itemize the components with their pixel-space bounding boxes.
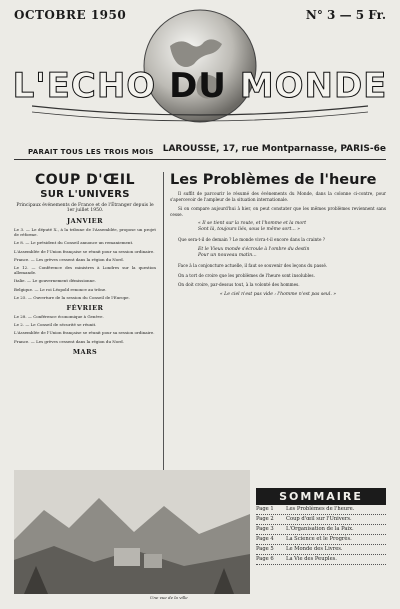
- event-item: Belgique. — Le roi Léopold renonce au trône.: [14, 286, 107, 292]
- event-item: Le 28. — Conférence économique à Genève.: [14, 314, 104, 320]
- publisher: LAROUSSE, 17, rue Montparnasse, PARIS-6e: [162, 144, 386, 154]
- toc-page: Page 1: [256, 506, 274, 512]
- verse-line: Sont là, toujours liés, sous le même sort... »: [198, 227, 300, 233]
- toc-row[interactable]: [256, 545, 386, 555]
- masthead-ribbon: [32, 104, 368, 122]
- month-heading: JANVIER: [67, 217, 103, 225]
- event-item: Le 25. — Ouverture de la session du Conseil de l'Europe.: [14, 294, 130, 300]
- photo-caption: Une vue de la ville: [150, 595, 188, 600]
- event-item: Le 3. — Le député X., à la tribune de l'Assemblée, propose un projet de réforme.: [14, 227, 156, 238]
- toc-row[interactable]: [256, 515, 386, 525]
- verse-line: Pour un nouveau matin...: [198, 252, 257, 258]
- event-item: Le 2. — Le Conseil de sécurité se réunit.: [14, 322, 97, 328]
- toc-text: L'Organisation de la Paix.: [286, 526, 354, 532]
- event-item: France. — Les grèves cessent dans la région du Nord.: [14, 256, 124, 262]
- edition-date: OCTOBRE 1950: [14, 8, 127, 22]
- toc-page: Page 4: [256, 536, 274, 542]
- landscape-photo: [14, 470, 250, 594]
- article-paragraph: On doit croire, par-dessus tout, à la volonté des hommes.: [178, 282, 300, 288]
- verse-line: « Il se tient sur la route, et l'homme et la mort: [198, 221, 307, 227]
- article-paragraph: Si on compare aujourd'hui à hier, on peut constater que les mêmes problèmes reviennent sans cesse.: [170, 206, 386, 217]
- left-column: [14, 172, 156, 358]
- event-item: Le 12. — Conférence des ministres à Londres sur la question allemande.: [14, 265, 156, 276]
- verse-line: Et le Vieux monde s'écroule à l'ombre du destin: [198, 246, 310, 252]
- event-item: L'Assemblée de l'Union française se réunit pour sa session ordinaire.: [14, 330, 155, 336]
- masthead-title-mid: DU: [169, 66, 227, 106]
- article-paragraph: Face à la conjoncture actuelle, il faut se souvenir des leçons du passé.: [178, 262, 328, 268]
- article-title: Les Problèmes de l'heure: [170, 172, 377, 188]
- article-paragraph: Il suffit de parcourir le résumé des événements du Monde, dans la colonne ci-contre, pour s'apercevoir de l'ampleur de la situation internationale.: [170, 191, 386, 202]
- event-item: France. — Les grèves cessent dans la région du Nord.: [14, 338, 124, 344]
- event-item: L'Assemblée de l'Union française se réunit pour sa session ordinaire.: [14, 248, 155, 254]
- toc-page: Page 6: [256, 556, 274, 562]
- article-paragraph: Que sera-t-il de demain ? Le monde vivra-t-il encore dans la crainte ?: [178, 237, 325, 243]
- article-paragraph: On a tort de croire que les problèmes de l'heure sont insolubles.: [178, 272, 315, 278]
- right-column: [170, 172, 386, 297]
- toc-text: Coup d'œil sur l'Univers.: [286, 516, 352, 522]
- toc-row[interactable]: [256, 505, 386, 515]
- toc-page: Page 5: [256, 546, 274, 552]
- toc-text: Le Monde des Livres.: [286, 546, 343, 552]
- masthead-rule: [14, 159, 386, 160]
- masthead-title-right: MONDE: [239, 66, 388, 106]
- article-verse-2: [198, 247, 386, 259]
- tagline: PARAIT TOUS LES TROIS MOIS: [28, 148, 154, 156]
- article-verse: [198, 221, 386, 233]
- article-quote: « Le ciel n'est pas vide : l'homme n'est pas seul. »: [219, 291, 337, 297]
- left-intro: Principaux événements de France et de l'Étranger depuis le 1er juillet 1950.: [16, 203, 154, 213]
- issue-number: N° 3 — 5 Fr.: [305, 8, 386, 22]
- toc-row[interactable]: [256, 555, 386, 565]
- toc-row[interactable]: [256, 535, 386, 545]
- toc-text: La Science et le Progrès.: [286, 536, 352, 542]
- table-of-contents: [256, 488, 386, 565]
- toc-page: Page 2: [256, 516, 274, 522]
- masthead-title-left: L'ECHO: [12, 66, 157, 106]
- toc-page: Page 3: [256, 526, 274, 532]
- month-heading: MARS: [72, 347, 98, 356]
- month-heading: FÉVRIER: [66, 304, 104, 313]
- toc-row[interactable]: [256, 525, 386, 535]
- event-item: Italie. — Le gouvernement démissionne.: [14, 278, 96, 284]
- event-item: Le 8. — Le président du Conseil annonce un remaniement.: [14, 240, 134, 246]
- toc-text: La Vie des Peuples.: [286, 556, 337, 562]
- toc-text: Les Problèmes de l'heure.: [286, 506, 355, 512]
- masthead-title: [0, 66, 400, 106]
- left-title: COUP D'ŒIL: [34, 172, 136, 188]
- toc-title: SOMMAIRE: [256, 488, 386, 505]
- left-subtitle: SUR L'UNIVERS: [40, 189, 130, 200]
